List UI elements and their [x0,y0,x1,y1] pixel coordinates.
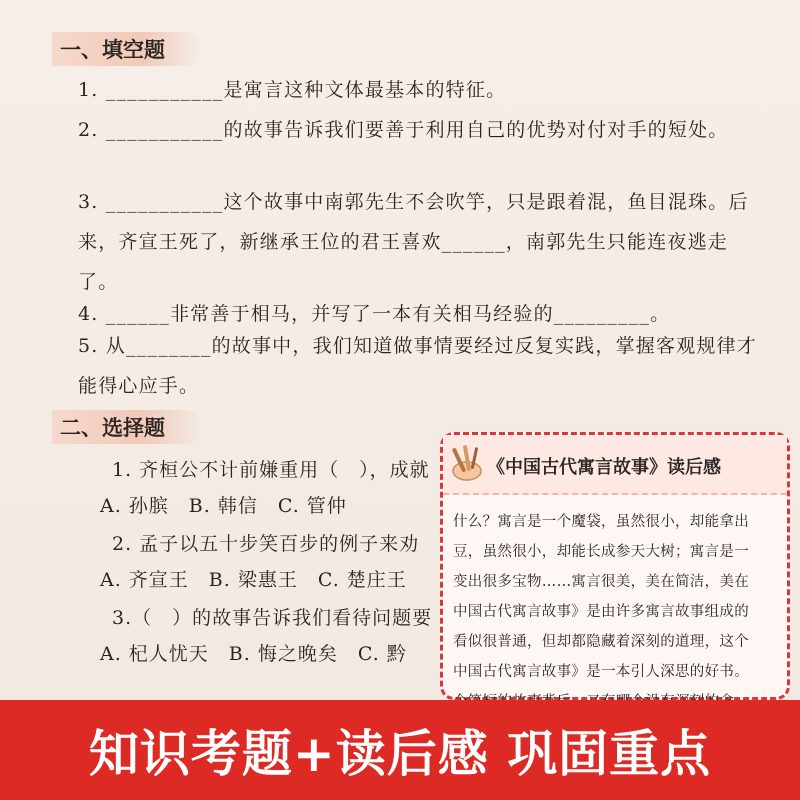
section-title-fill-blank [52,32,202,66]
choice-options-1: A. 孙膑 B. 韩信 C. 管仲 [100,495,347,517]
card-line: 豆，虽然很小，却能长成参天大树；寓言是一 [453,544,749,560]
scroll-brush-icon [449,441,489,485]
section-title-text: 一、填空题 [60,38,165,62]
promo-banner [0,700,800,800]
card-line: 中国古代寓言故事》是由许多寓言故事组成的 [453,604,749,620]
card-line: 中国古代寓言故事》是一本引人深思的好书。 [453,664,749,680]
choice-options-3: A. 杞人忧天 B. 悔之晚矣 C. 黔 [100,643,407,665]
card-header [443,435,787,495]
card-title: 《中国古代寓言故事》读后感 [487,457,721,478]
choice-question-1: 1. 齐桓公不计前嫌重用（ ），成就 [112,459,430,481]
card-line: 什么？寓言是一个魔袋，虽然很小，却能拿出 [453,514,749,530]
reading-reflection-card [440,432,790,700]
choice-options-2: A. 齐宣王 B. 梁惠王 C. 楚庄王 [100,569,407,591]
card-body [443,507,787,717]
fill-question-3: 3. ___________这个故事中南郭先生不会吹竽，只是跟着混，鱼目混珠。后来，齐宣王死了，新继承王位的君王喜欢______，南郭先生只能连夜逃走了。 [78,191,749,293]
card-line: 变出很多宝物……寓言很美，美在简洁，美在 [453,574,749,590]
section-title-choice [52,410,202,444]
fill-question-4: 4. ______非常善于相马，并写了一本有关相马经验的_________。 [78,303,671,325]
choice-question-2: 2. 孟子以五十步笑百步的例子来劝 [112,533,420,555]
card-line: 看似很普通，但却都隐藏着深刻的道理，这个 [453,634,749,650]
fill-question-5: 5. 从________的故事中，我们知道做事情要经过反复实践，掌握客观规律才能得心应手。 [78,335,757,397]
fill-question-1: 1. ___________是寓言这种文体最基本的特征。 [78,79,507,101]
choice-question-3: 3.（ ）的故事告诉我们看待问题要 [112,607,433,629]
fill-question-2: 2. ___________的故事告诉我们要善于利用自己的优势对付对手的短处。 [78,119,729,141]
banner-text: 知识考题+读后感 巩固重点 [88,725,712,783]
section-title-text: 二、选择题 [60,416,165,440]
